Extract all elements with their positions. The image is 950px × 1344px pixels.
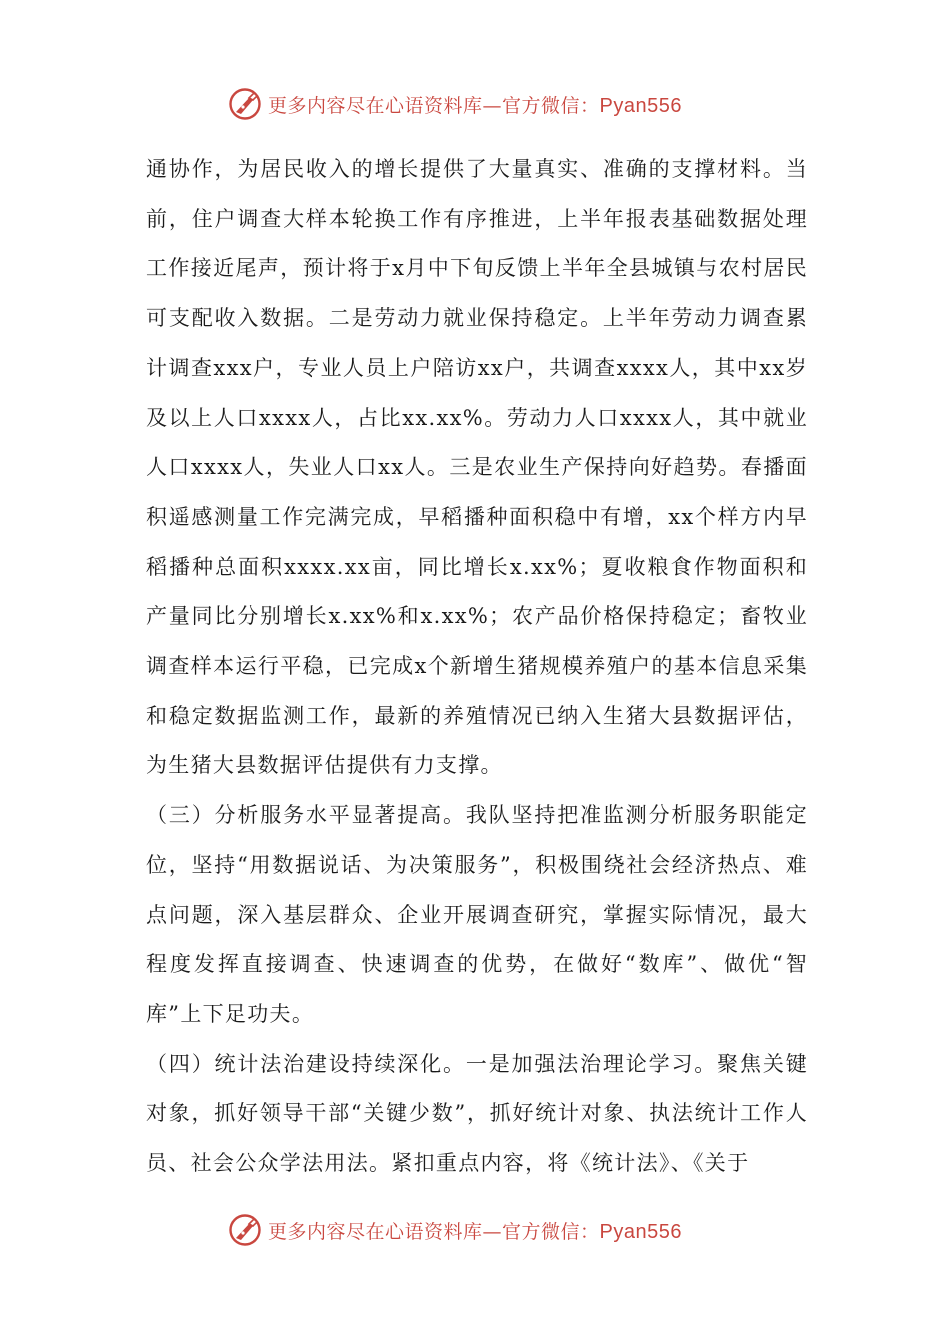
watermark-text-cn: 更多内容尽在心语资料库—官方微信：	[268, 1220, 600, 1243]
pen-nib-circle-icon	[228, 87, 262, 121]
watermark-wechat-id: Pyan556	[599, 94, 682, 117]
watermark-wechat-id: Pyan556	[599, 1220, 682, 1243]
body-paragraph: 通协作，为居民收入的增长提供了大量真实、准确的支撑材料。当前，住户调查大样本轮换工作有序推进，上半年报表基础数据处理工作接近尾声，预计将于x月中下旬反馈上半年全县城镇与农村居民可支配收入数据。二是劳动力就业保持稳定。上半年劳动力调查累计调查xxx户，专业人员上户陪访xx户，共调查xxxx人，其中xx岁及以上人口xxxx人，占比xx.xx%。劳动力人口xxxx人，其中就业人口xxxx人，失业人口xx人。三是农业生产保持向好趋势。春播面积遥感测量工作完满完成，早稻播种面积稳中有增，xx个样方内早稻播种总面积xxxx.xx亩，同比增长x.xx%；夏收粮食作物面积和产量同比分别增长x.xx%和x.xx%；农产品价格保持稳定；畜牧业调查样本运行平稳，已完成x个新增生猪规模养殖户的基本信息采集和稳定数据监测工作，最新的养殖情况已纳入生猪大县数据评估，为生猪大县数据评估提供有力支撑。	[146, 157, 808, 778]
watermark-text	[268, 1217, 682, 1244]
body-paragraph: （四）统计法治建设持续深化。一是加强法治理论学习。聚焦关键对象，抓好领导干部“关键少数”，抓好统计对象、执法统计工作人员、社会公众学法用法。紧扣重点内容，将《统计法》、《关于	[146, 1051, 808, 1176]
pen-nib-circle-icon	[228, 1213, 262, 1247]
footer-watermark	[228, 1210, 682, 1250]
watermark-text-cn: 更多内容尽在心语资料库—官方微信：	[268, 94, 600, 117]
body-paragraph: （三）分析服务水平显著提高。我队坚持把准监测分析服务职能定位，坚持“用数据说话、为决策服务”，积极围绕社会经济热点、难点问题，深入基层群众、企业开展调查研究，掌握实际情况，最大程度发挥直接调查、快速调查的优势，在做好“数库”、做优“智库”上下足功夫。	[146, 803, 808, 1026]
document-body	[146, 145, 808, 1189]
watermark-text	[268, 91, 682, 118]
header-watermark	[228, 84, 682, 124]
